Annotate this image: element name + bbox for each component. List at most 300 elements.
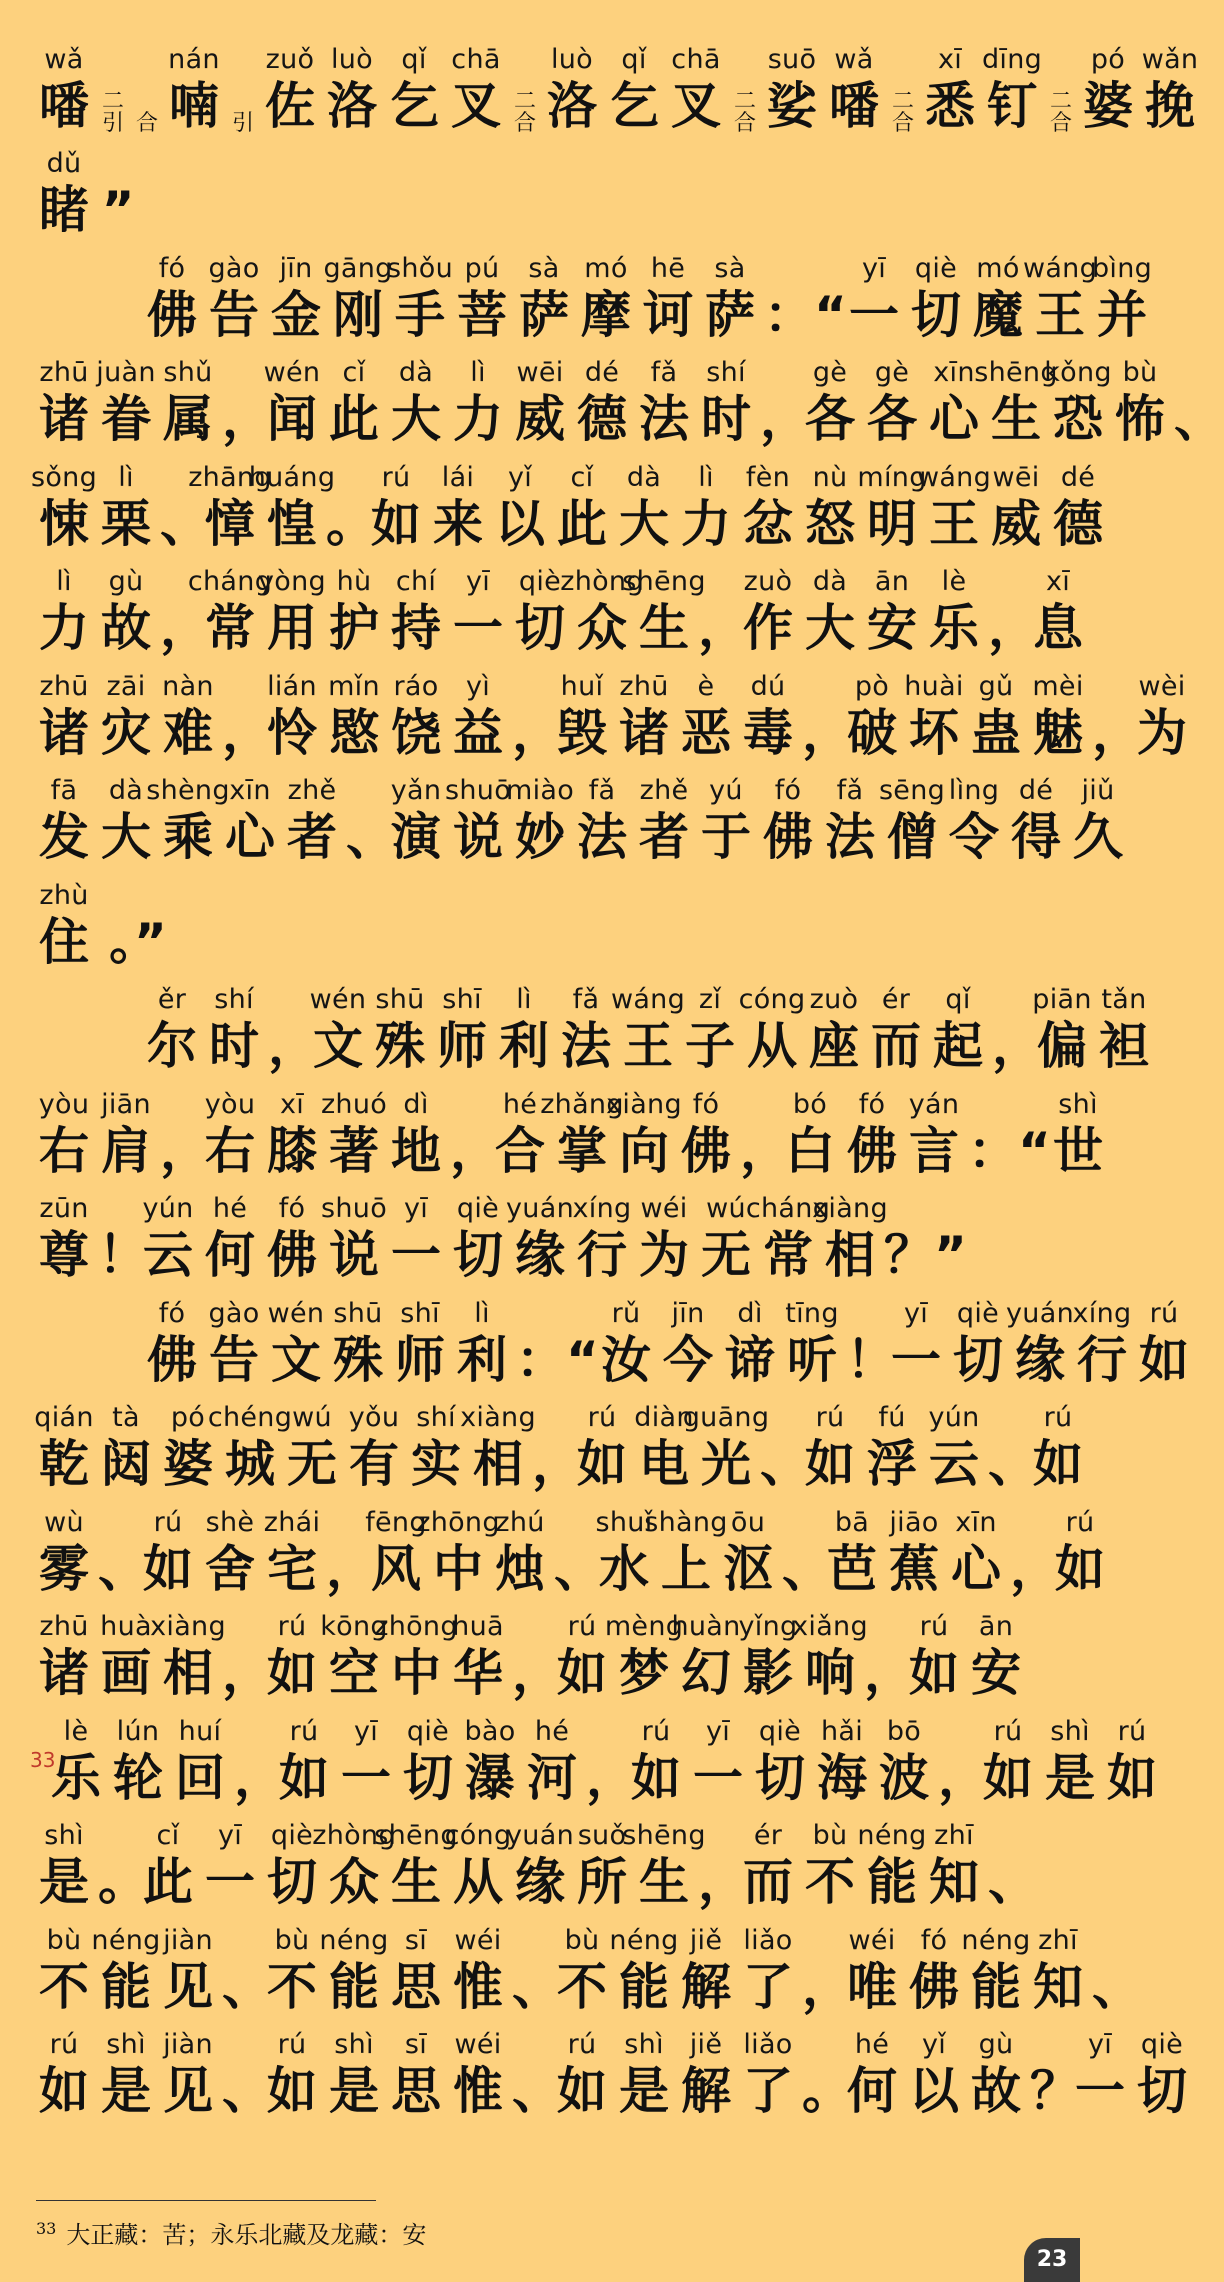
character-with-pinyin xyxy=(886,1506,942,1598)
pinyin: yì xyxy=(465,670,491,702)
pinyin: sī xyxy=(404,2029,428,2060)
pinyin: rú xyxy=(641,1715,671,1747)
hanzi: 云 xyxy=(143,1226,193,1284)
pinyin: wǎ xyxy=(834,43,874,75)
pinyin: huà xyxy=(100,1611,152,1642)
hanzi: 大 xyxy=(101,808,151,866)
pinyin: shàng xyxy=(644,1506,728,1538)
pinyin: zhě xyxy=(639,775,689,806)
pinyin: shuō xyxy=(321,1193,388,1224)
character-with-pinyin xyxy=(961,1924,1031,2016)
character-with-pinyin xyxy=(574,774,630,866)
character-with-pinyin xyxy=(98,2028,154,2120)
hanzi: 如 xyxy=(39,2062,89,2120)
pinyin: qiè xyxy=(1140,2029,1184,2060)
punctuation: 、 xyxy=(988,1435,1038,1493)
character-with-pinyin xyxy=(276,1715,332,1807)
character-with-pinyin xyxy=(722,1297,778,1389)
hanzi: 如 xyxy=(805,1435,855,1493)
character-with-pinyin xyxy=(160,356,216,448)
hanzi: 魔 xyxy=(973,285,1023,344)
text-line xyxy=(36,971,1149,1076)
hanzi: 明 xyxy=(867,494,917,553)
character-with-pinyin xyxy=(1052,1506,1108,1598)
character-with-pinyin xyxy=(782,1088,838,1180)
hanzi: 乾 xyxy=(39,1435,89,1493)
punctuation: ， xyxy=(864,1644,914,1702)
hanzi: 利 xyxy=(457,1330,507,1389)
pinyin: zhòng xyxy=(560,566,644,597)
hanzi: 并 xyxy=(1097,285,1147,344)
pinyin: yī xyxy=(403,1193,429,1224)
hanzi: 毁 xyxy=(557,703,607,762)
text-line xyxy=(36,1598,1056,1703)
pinyin: zhú xyxy=(495,1506,545,1538)
hanzi: 何 xyxy=(205,1226,255,1284)
character-with-pinyin xyxy=(740,670,796,762)
hanzi: 如 xyxy=(909,1644,959,1702)
character-with-pinyin xyxy=(968,1610,1024,1702)
character-with-pinyin xyxy=(36,1506,92,1598)
hanzi: 悚 xyxy=(39,494,89,553)
character-with-pinyin xyxy=(207,1401,293,1493)
character-with-pinyin xyxy=(202,1192,258,1284)
pinyin: yǐng xyxy=(738,1611,798,1642)
character-with-pinyin xyxy=(444,1819,512,1911)
pinyin: wéi xyxy=(454,1924,502,1956)
pinyin: pú xyxy=(464,252,500,284)
character-with-pinyin xyxy=(864,565,920,657)
pinyin: xiàng xyxy=(460,1402,536,1433)
character-with-pinyin xyxy=(846,252,902,344)
punctuation: ！ xyxy=(98,1226,148,1284)
pinyin: xīn xyxy=(955,1506,997,1538)
pinyin: néng xyxy=(961,1924,1031,1956)
hanzi: 相 xyxy=(473,1435,523,1493)
pronunciation-note: 引 xyxy=(231,110,254,136)
character-with-pinyin xyxy=(386,43,442,135)
hanzi: 娑 xyxy=(767,76,817,135)
text-line xyxy=(36,1911,1142,2016)
character-with-pinyin xyxy=(628,1715,684,1807)
pronunciation-note: 二 合 xyxy=(891,88,914,136)
character-with-pinyin xyxy=(408,1401,464,1493)
character-with-pinyin xyxy=(544,43,600,135)
pinyin: yī xyxy=(217,1820,243,1851)
hanzi: 魅 xyxy=(1033,703,1083,762)
character-with-pinyin xyxy=(450,670,506,762)
hanzi: 故 xyxy=(101,599,151,657)
character-with-pinyin xyxy=(36,670,92,762)
character-with-pinyin xyxy=(668,43,724,135)
character-with-pinyin xyxy=(264,1506,320,1598)
hanzi: 不 xyxy=(39,1957,89,2016)
character-with-pinyin xyxy=(1034,983,1090,1075)
punctuation: 、 xyxy=(1092,1957,1142,2016)
pinyin: tà xyxy=(112,1402,140,1433)
footnote-rule xyxy=(36,2200,376,2201)
pinyin: suǒ xyxy=(577,1820,627,1851)
character-with-pinyin xyxy=(1080,43,1136,135)
character-with-pinyin xyxy=(660,1297,716,1389)
hanzi: 是 xyxy=(329,2062,379,2120)
character-with-pinyin xyxy=(150,1610,226,1702)
pinyin: yī xyxy=(705,1715,731,1747)
character-with-pinyin xyxy=(678,461,734,553)
punctuation: ， xyxy=(760,390,810,448)
character-with-pinyin xyxy=(430,461,486,553)
hanzi: 以 xyxy=(495,494,545,553)
character-with-pinyin xyxy=(1022,252,1098,344)
character-with-pinyin xyxy=(968,670,1024,762)
hanzi: 洛 xyxy=(327,76,377,135)
hanzi: 心 xyxy=(951,1539,1001,1598)
hanzi: 萨 xyxy=(519,285,569,344)
hanzi: 芭 xyxy=(827,1539,877,1598)
hanzi: 所 xyxy=(577,1853,627,1911)
hanzi: 解 xyxy=(681,1957,731,2016)
punctuation: ， xyxy=(740,1121,790,1180)
pinyin: yǎn xyxy=(390,775,442,806)
pinyin: luò xyxy=(330,43,374,75)
character-with-pinyin xyxy=(678,1924,734,2016)
hanzi: 菩 xyxy=(457,285,507,344)
pinyin: wù xyxy=(44,1506,84,1538)
character-with-pinyin xyxy=(202,1819,258,1911)
pinyin: hé xyxy=(212,1193,248,1224)
pinyin: ōu xyxy=(730,1506,766,1538)
character-with-pinyin xyxy=(445,774,512,866)
hanzi: 一 xyxy=(205,1853,255,1911)
pinyin: chā xyxy=(451,43,501,75)
hanzi: 殊 xyxy=(375,1017,425,1075)
punctuation: ” xyxy=(101,181,135,239)
hanzi: 而 xyxy=(871,1017,921,1075)
character-with-pinyin xyxy=(1008,774,1064,866)
hanzi: 了 xyxy=(743,1957,793,2016)
hanzi: 发 xyxy=(39,808,89,866)
pinyin: zhī xyxy=(934,1820,974,1851)
character-with-pinyin xyxy=(906,1610,962,1702)
text-line xyxy=(36,1075,1103,1180)
hanzi: 了 xyxy=(743,2062,793,2120)
hanzi: 城 xyxy=(225,1435,275,1493)
hanzi: 切 xyxy=(453,1226,503,1284)
hanzi: 乞 xyxy=(389,76,439,135)
hanzi: 威 xyxy=(515,390,565,448)
character-with-pinyin xyxy=(448,43,504,135)
hanzi: 闻 xyxy=(267,390,317,448)
punctuation: ， xyxy=(268,1017,318,1075)
hanzi: 一 xyxy=(341,1748,391,1807)
punctuation: ， xyxy=(988,599,1038,657)
pinyin: zhū xyxy=(39,357,89,388)
hanzi: 怖 xyxy=(1115,390,1165,448)
character-with-pinyin xyxy=(1136,1297,1192,1389)
pinyin: wú xyxy=(292,1402,332,1433)
hanzi: 如 xyxy=(577,1435,627,1493)
character-with-pinyin xyxy=(450,1610,506,1702)
hanzi: 有 xyxy=(349,1435,399,1493)
hanzi: 响 xyxy=(805,1644,855,1702)
character-with-pinyin xyxy=(98,670,154,762)
character-with-pinyin xyxy=(640,252,696,344)
pinyin: fó xyxy=(692,1088,720,1120)
character-with-pinyin xyxy=(264,1924,320,2016)
pinyin: zhǎng xyxy=(540,1088,624,1120)
pinyin: jiāo xyxy=(889,1506,939,1538)
hanzi: 肩 xyxy=(101,1121,151,1180)
hanzi: 瀑 xyxy=(465,1748,515,1807)
character-with-pinyin xyxy=(988,461,1044,553)
hanzi: 是 xyxy=(101,2062,151,2120)
hanzi: 告 xyxy=(209,1330,259,1389)
pinyin: lì xyxy=(56,566,72,597)
pinyin: rú xyxy=(277,1611,307,1642)
pinyin: jiǔ xyxy=(1081,775,1115,806)
footnote-reference[interactable]: 33 xyxy=(30,1748,56,1772)
punctuation: ， xyxy=(222,703,272,762)
character-with-pinyin xyxy=(48,1715,104,1807)
pinyin: shì xyxy=(334,2029,374,2060)
pinyin: luò xyxy=(550,43,594,75)
pinyin: fó xyxy=(278,1193,306,1224)
character-with-pinyin xyxy=(844,1088,900,1180)
character-with-pinyin xyxy=(644,1506,728,1598)
hanzi: 者 xyxy=(639,808,689,866)
hanzi: 如 xyxy=(1055,1539,1105,1598)
character-with-pinyin xyxy=(1044,356,1112,448)
hanzi: 法 xyxy=(825,808,875,866)
pinyin: shēng xyxy=(374,1820,458,1851)
hanzi: 一 xyxy=(453,599,503,657)
punctuation: ， xyxy=(160,1121,210,1180)
punctuation: ：“ xyxy=(516,1330,599,1389)
footnote-number: 33 xyxy=(36,2219,57,2238)
pinyin: yǐ xyxy=(921,2029,947,2060)
hanzi: 浮 xyxy=(867,1435,917,1493)
pinyin: shǒu xyxy=(387,252,454,284)
hanzi: 如 xyxy=(631,1748,681,1807)
punctuation: ？ xyxy=(1030,2062,1080,2120)
punctuation: ， xyxy=(992,1017,1042,1075)
pinyin: fǎ xyxy=(836,775,864,806)
hanzi: 生 xyxy=(991,390,1041,448)
pinyin: jīn xyxy=(671,1297,705,1329)
pinyin: dà xyxy=(626,461,662,493)
character-with-pinyin xyxy=(678,670,734,762)
hanzi: 听 xyxy=(787,1330,837,1389)
hanzi: 著 xyxy=(329,1121,379,1180)
hanzi: 萨 xyxy=(705,285,755,344)
character-with-pinyin xyxy=(906,2028,962,2120)
hanzi: 大 xyxy=(391,390,441,448)
hanzi: 思 xyxy=(391,1957,441,2016)
hanzi: 能 xyxy=(867,1853,917,1911)
hanzi: 作 xyxy=(743,599,793,657)
character-with-pinyin xyxy=(616,2028,672,2120)
character-with-pinyin xyxy=(388,1088,444,1180)
pinyin: fó xyxy=(920,1924,948,1956)
character-with-pinyin xyxy=(323,252,393,344)
punctuation: ， xyxy=(802,703,852,762)
punctuation: ， xyxy=(222,390,272,448)
pinyin: xīn xyxy=(229,775,271,806)
hanzi: 烛 xyxy=(495,1539,545,1598)
hanzi: 时 xyxy=(701,390,751,448)
character-with-pinyin xyxy=(338,1715,394,1807)
hanzi: 谛 xyxy=(725,1330,775,1389)
character-with-pinyin xyxy=(368,461,424,553)
hanzi: 一 xyxy=(891,1330,941,1389)
hanzi: 梦 xyxy=(619,1644,669,1702)
pinyin: yú xyxy=(709,775,743,806)
character-with-pinyin xyxy=(388,774,444,866)
pinyin: yuán xyxy=(1006,1297,1074,1329)
pinyin: nàn xyxy=(162,670,214,702)
hanzi: 宅 xyxy=(267,1539,317,1598)
pinyin: qiè xyxy=(456,1193,500,1224)
pronunciation-note: 二 合 xyxy=(1049,88,1072,136)
character-with-pinyin xyxy=(540,1088,624,1180)
pinyin: qián xyxy=(34,1402,94,1433)
pinyin: shèng xyxy=(146,775,230,806)
character-with-pinyin xyxy=(388,1192,444,1284)
character-with-pinyin xyxy=(36,1610,92,1702)
character-with-pinyin xyxy=(844,670,900,762)
hanzi: 灾 xyxy=(101,703,151,762)
character-with-pinyin xyxy=(554,2028,610,2120)
pinyin: yún xyxy=(142,1193,194,1224)
hanzi: 故 xyxy=(971,2062,1021,2120)
character-with-pinyin xyxy=(492,461,548,553)
character-with-pinyin xyxy=(36,1088,92,1180)
character-with-pinyin xyxy=(222,774,278,866)
pinyin: ān xyxy=(874,566,910,597)
character-with-pinyin xyxy=(206,1297,262,1389)
punctuation: ， xyxy=(938,1748,988,1807)
character-with-pinyin xyxy=(1112,356,1168,448)
hanzi: 不 xyxy=(805,1853,855,1911)
hanzi: 言 xyxy=(909,1121,959,1180)
hanzi: 舍 xyxy=(205,1539,255,1598)
hanzi: 解 xyxy=(681,2062,731,2120)
pinyin: néng xyxy=(857,1820,927,1851)
hanzi: 恶 xyxy=(681,703,731,762)
punctuation: ：“ xyxy=(968,1121,1051,1180)
hanzi: 蕉 xyxy=(889,1539,939,1598)
pinyin: wéi xyxy=(454,2029,502,2060)
hanzi: 影 xyxy=(743,1644,793,1702)
character-with-pinyin xyxy=(926,1819,982,1911)
character-with-pinyin xyxy=(906,1088,962,1180)
pinyin: dé xyxy=(1018,775,1054,806)
punctuation: ？” xyxy=(884,1226,967,1284)
character-with-pinyin xyxy=(878,774,946,866)
punctuation: ：“ xyxy=(764,285,847,344)
character-with-pinyin xyxy=(970,252,1026,344)
hanzi: 能 xyxy=(971,1957,1021,2016)
hanzi: 刚 xyxy=(333,285,383,344)
hanzi: 力 xyxy=(681,494,731,553)
hanzi: 利 xyxy=(499,1017,549,1075)
pinyin: xíng xyxy=(572,1193,632,1224)
pinyin: cǐ xyxy=(342,357,366,388)
punctuation: 、 xyxy=(782,1539,832,1598)
character-with-pinyin xyxy=(374,1610,458,1702)
hanzi: 如 xyxy=(557,2062,607,2120)
hanzi: 德 xyxy=(1053,494,1103,553)
punctuation: ， xyxy=(698,1853,748,1911)
character-with-pinyin xyxy=(388,2028,444,2120)
pinyin: gù xyxy=(978,2029,1014,2060)
pinyin: shì xyxy=(106,2029,146,2060)
pinyin: yuán xyxy=(506,1193,574,1224)
hanzi: 金 xyxy=(271,285,321,344)
hanzi: 属 xyxy=(163,390,213,448)
hanzi: 为 xyxy=(639,1226,689,1284)
hanzi: 蛊 xyxy=(971,703,1021,762)
character-with-pinyin xyxy=(690,1715,746,1807)
pinyin: zuò xyxy=(809,984,859,1015)
hanzi: 如 xyxy=(1033,1435,1083,1493)
pinyin: bìng xyxy=(1091,252,1153,284)
hanzi: 无 xyxy=(701,1226,751,1284)
hanzi: 忿 xyxy=(743,494,793,553)
pinyin: wéi xyxy=(848,1924,896,1956)
pinyin: mèng xyxy=(604,1611,684,1642)
pinyin: piān xyxy=(1032,984,1092,1015)
hanzi: 佛 xyxy=(147,285,197,344)
text-line xyxy=(36,553,1083,658)
text-line xyxy=(36,762,1123,867)
character-with-pinyin xyxy=(144,252,200,344)
pinyin: liǎo xyxy=(743,1924,793,1956)
hanzi: 喃 xyxy=(169,76,219,135)
character-with-pinyin xyxy=(202,1506,258,1598)
pinyin: dà xyxy=(108,775,144,806)
hanzi: 时 xyxy=(209,1017,259,1075)
pinyin: bā xyxy=(834,1506,870,1538)
character-with-pinyin xyxy=(506,1819,574,1911)
hanzi: 住 xyxy=(39,912,89,971)
page-number: 23 xyxy=(1024,2238,1080,2282)
character-with-pinyin xyxy=(720,1506,776,1598)
hanzi: 殊 xyxy=(333,1330,383,1389)
character-with-pinyin xyxy=(388,1924,444,2016)
pinyin: yún xyxy=(928,1402,980,1433)
pinyin: wèi xyxy=(1138,670,1186,702)
pinyin: jiàn xyxy=(163,2029,213,2060)
character-with-pinyin xyxy=(36,1924,92,2016)
text-line xyxy=(34,1389,1083,1494)
text-line xyxy=(36,657,1187,762)
hanzi: 佛 xyxy=(909,1957,959,2016)
pinyin: cóng xyxy=(738,984,806,1015)
hanzi: 如 xyxy=(371,494,421,553)
pinyin: yòng xyxy=(258,566,326,597)
hanzi: 手 xyxy=(395,285,445,344)
pinyin: bù xyxy=(1122,357,1158,388)
pinyin: shū xyxy=(333,1297,383,1329)
character-with-pinyin xyxy=(505,774,575,866)
pinyin: gǔ xyxy=(978,670,1014,702)
hanzi: 噃 xyxy=(39,76,89,135)
character-with-pinyin xyxy=(554,670,610,762)
character-with-pinyin xyxy=(671,1610,741,1702)
hanzi: 而 xyxy=(743,1853,793,1911)
hanzi: 告 xyxy=(209,285,259,344)
